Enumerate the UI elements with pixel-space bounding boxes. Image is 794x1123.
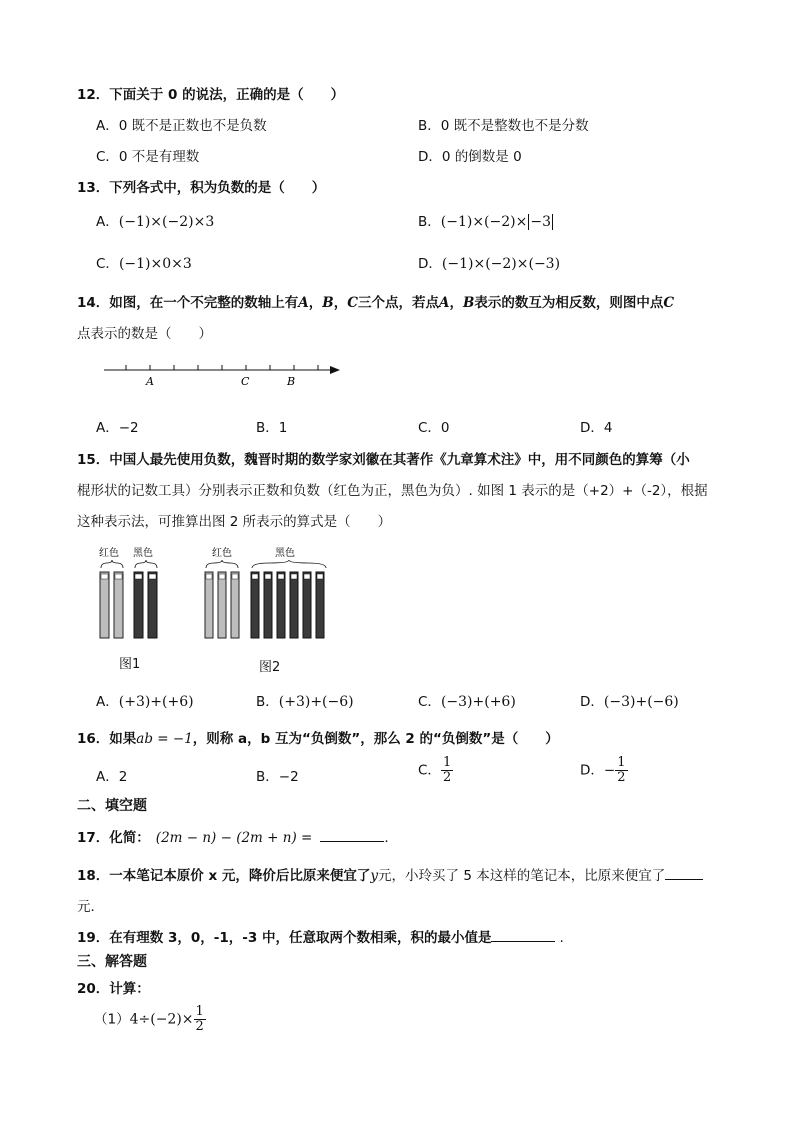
q12-option-b[interactable]: B．0 既不是整数也不是分数 [418,118,589,134]
option-label: D．− [580,762,616,779]
option-label: C． [96,256,119,272]
q18-line2: 元． [77,899,104,915]
q15-option-b[interactable] [256,690,354,710]
option-math: (−3)+(+6) [440,694,516,710]
q15-option-d[interactable] [580,690,679,710]
q16-option-b[interactable]: B．−2 [256,769,299,785]
q15-line1: 15．中国人最先使用负数，魏晋时期的数学家刘徽在其著作《九章算术注》中，用不同颜色的算筹（小 [77,452,690,468]
q13-stem: 13．下列各式中，积为负数的是（ ） [77,180,326,196]
option-math: (−3)+(−6) [603,694,679,710]
q13-option-b[interactable] [418,210,554,230]
point-c-label: C [347,295,358,311]
q19-stem: 19．在有理数 3，0，-1，-3 中，任意取两个数相乘，积的最小值是 [77,930,492,946]
denominator: 2 [617,770,626,785]
option-label: B． [418,214,441,230]
numerator: 1 [195,1004,204,1019]
point-a-label: A [438,295,450,311]
q15-line2: 棍形状的记数工具）分别表示正数和负数（红色为正，黑色为负）. 如图 1 表示的是（+2）+（-2），根据 [77,483,708,499]
q20-stem: 20．计算： [77,981,150,997]
figure-1-caption: 图1 [119,657,141,672]
separator: ， [308,295,323,311]
point-b-label: B [287,375,296,388]
separator: ， [333,295,348,311]
q16-math: ab = −1 [136,731,193,747]
black-rods [251,572,324,638]
q14-option-a[interactable]: A．−2 [96,420,139,436]
q13-option-c[interactable] [96,252,192,272]
fig1-black-label: 黑色 [133,548,153,559]
point-b-label: B [462,295,475,311]
point-b-label: B [322,295,334,311]
option-label: D． [580,694,604,710]
numerator: 1 [442,755,452,770]
q15-option-a[interactable] [96,690,194,710]
q14-line2: 点表示的数是（ ） [77,326,212,342]
option-math: (+3)+(+6) [118,694,194,710]
fraction [441,756,453,785]
figure-2-counting-rods [200,544,335,644]
q16-text: 16．如果 [77,731,137,747]
q18-line1 [77,864,703,884]
q14-option-c[interactable]: C．0 [418,420,450,436]
q13-option-d[interactable] [418,252,560,272]
fig2-red-label: 红色 [212,548,232,559]
q12-option-a[interactable]: A．0 既不是正数也不是负数 [96,118,267,134]
point-c-label: C [663,295,675,311]
figure-1-counting-rods [95,544,165,644]
q15-line3: 这种表示法，可推算出图 2 所表示的算式是（ ） [77,514,392,530]
option-label: A． [96,694,119,710]
abs-bar-right [552,214,553,230]
q16-stem [77,727,559,747]
number-line [100,360,345,392]
q14-option-d[interactable]: D．4 [580,420,613,436]
q14-text: 14．如图，在一个不完整的数轴上有 [77,295,299,311]
abs-value: −3 [530,214,551,230]
option-math: (+3)+(−6) [278,694,354,710]
point-a-label: A [146,375,154,388]
separator: ， [449,295,463,311]
option-label: B． [256,694,279,710]
fig2-black-label: 黑色 [275,548,295,559]
sub-label: （1） [94,1011,130,1028]
figure-2-caption: 图2 [259,660,281,675]
red-rods [205,572,239,638]
q14-line1 [77,291,674,311]
q14-text: 表示的数互为相反数，则图中点 [474,295,664,311]
numerator: 1 [617,755,626,770]
fig1-red-label: 红色 [99,548,119,559]
q17-math: (2m − n) − (2m + n) = [155,830,313,846]
option-math: (−1)×(−2)×3 [118,214,215,230]
black-rods [134,572,157,638]
q18-text: 元，小玲买了 5 本这样的笔记本，比原来便宜了 [378,868,666,884]
q12-stem: 12．下面关于 0 的说法，正确的是（ ） [77,87,345,103]
q12-option-d[interactable]: D．0 的倒数是 0 [418,149,522,165]
section-heading-fill-in: 二、填空题 [77,798,147,814]
fraction [194,1005,206,1034]
point-a-label: A [298,295,309,311]
answer-blank[interactable] [491,929,555,942]
q14-text: 三个点，若点 [357,295,439,311]
option-label: C． [418,694,441,710]
answer-blank[interactable] [665,867,703,880]
q19 [77,926,564,946]
option-math: (−1)×0×3 [118,256,192,272]
q16-option-d[interactable] [580,756,628,785]
fraction [615,756,627,785]
answer-blank[interactable] [320,829,384,842]
denominator: 2 [442,770,452,785]
q18-text: 18．一本笔记本原价 x 元，降价后比原来便宜了 [77,868,371,884]
option-label: A． [96,214,119,230]
q17-stem: 17．化简： [77,830,150,846]
q16-option-a[interactable]: A．2 [96,769,128,785]
variable-y: y [370,868,379,884]
period: . [559,930,564,946]
denominator: 2 [195,1019,204,1034]
option-label: C． [418,762,441,779]
option-math: (−1)×(−2)×(−3) [441,256,561,272]
q12-option-c[interactable]: C．0 不是有理数 [96,149,200,165]
period: . [384,830,389,846]
q13-option-a[interactable] [96,210,214,230]
arrow-icon [330,366,340,374]
q16-text: ，则称 a，b 互为“负倒数”，那么 2 的“负倒数”是（ ） [192,731,559,747]
option-label: D． [418,256,442,272]
red-rods [100,572,123,638]
q15-option-c[interactable] [418,690,516,710]
option-math: (−1)×(−2)× [440,214,528,230]
q16-option-c[interactable] [418,756,453,785]
q20-sub1 [94,1005,206,1034]
section-heading-solve: 三、解答题 [77,954,147,970]
q14-option-b[interactable]: B．1 [256,420,288,436]
q20-math: 4÷(−2)× [129,1011,194,1028]
q17 [77,826,389,846]
point-c-label: C [241,375,250,388]
